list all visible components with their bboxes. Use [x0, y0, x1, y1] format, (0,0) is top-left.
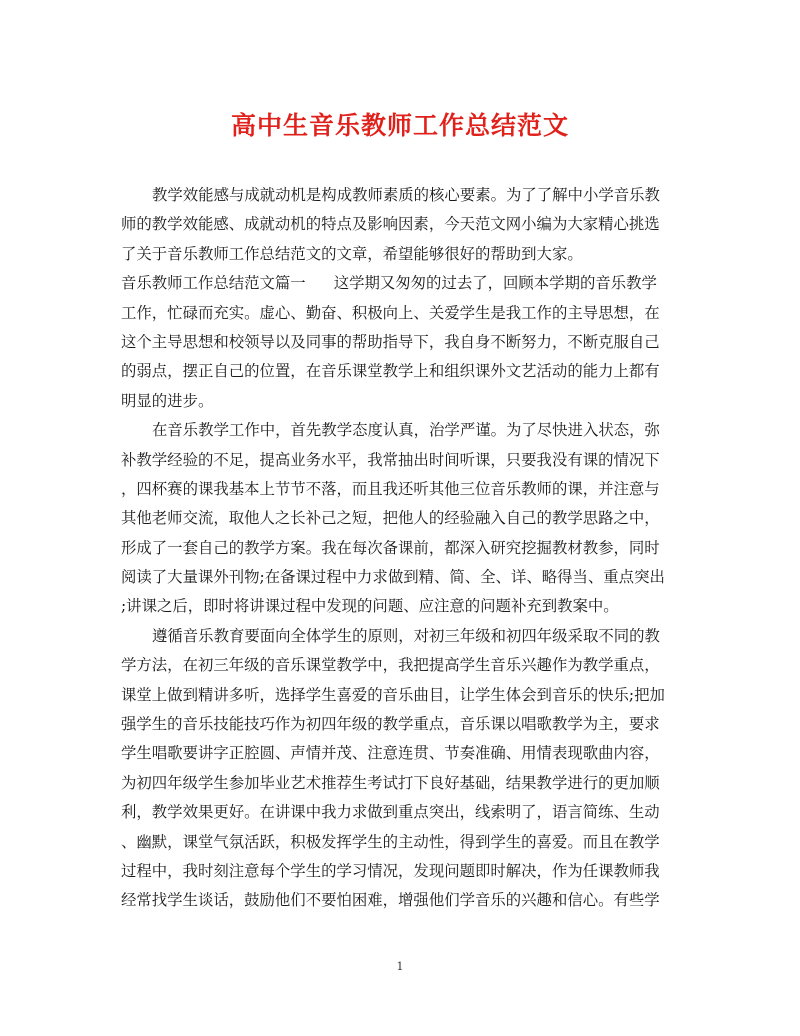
paragraph-line: 学方法，在初三年级的音乐课堂教学中，我把提高学生音乐兴趣作为教学重点， [121, 656, 660, 675]
paragraph-line: 课堂上做到精讲多听，选择学生喜爱的音乐曲目，让学生体会到音乐的快乐;把加 [121, 685, 665, 704]
page-number: 1 [396, 960, 404, 973]
paragraph-line: 形成了一套自己的教学方案。我在每次备课前，都深入研究挖掘教材教参，同时 [121, 538, 660, 557]
paragraph-line: ;讲课之后，即时将讲课过程中发现的问题、应注意的问题补充到教案中。 [121, 597, 619, 616]
paragraph-line: 师的教学效能感、成就动机的特点及影响因素，今天范文网小编为大家精心挑选 [121, 215, 660, 234]
paragraph-line: 明显的进步。 [121, 391, 214, 410]
section-heading: 音乐教师工作总结范文篇一 [121, 274, 306, 293]
paragraph-line: 为初四年级学生参加毕业艺术推荐生考试打下良好基础，结果教学进行的更加顺 [121, 773, 660, 792]
paragraph-line: 利，教学效果更好。在讲课中我力求做到重点突出，线索明了，语言简练、生动 [121, 803, 660, 822]
paragraph-text: 这学期又匆匆的过去了，回顾本学期的音乐教学 [333, 274, 657, 293]
paragraph-line: 、幽默，课堂气氛活跃，积极发挥学生的主动性，得到学生的喜爱。而且在教学 [121, 832, 660, 851]
paragraph-line: 其他老师交流，取他人之长补己之短，把他人的经验融入自己的教学思路之中， [121, 509, 660, 528]
paragraph-line: 遵循音乐教育要面向全体学生的原则，对初三年级和初四年级采取不同的教 [152, 626, 660, 645]
section-line [121, 269, 681, 298]
paragraph-line: 强学生的音乐技能技巧作为初四年级的教学重点，音乐课以唱歌教学为主，要求 [121, 715, 660, 734]
document-title: 高中生音乐教师工作总结范文 [230, 111, 569, 140]
paragraph-line: 在音乐教学工作中，首先教学态度认真，治学严谨。为了尽快进入状态，弥 [152, 421, 660, 440]
paragraph-line: 补教学经验的不足，提高业务水平，我常抽出时间听课，只要我没有课的情况下 [121, 450, 660, 469]
paragraph-line: ，四杯赛的课我基本上节节不落，而且我还听其他三位音乐教师的课，并注意与 [121, 479, 660, 498]
paragraph-line: 了关于音乐教师工作总结范文的文章，希望能够很好的帮助到大家。 [121, 244, 583, 263]
paragraph-line: 阅读了大量课外刊物;在备课过程中力求做到精、简、全、详、略得当、重点突出 [121, 568, 665, 587]
paragraph-line: 学生唱歌要讲字正腔圆、声情并茂、注意连贯、节奏准确、用情表现歌曲内容， [121, 744, 660, 763]
paragraph-line: 过程中，我时刻注意每个学生的学习情况，发现问题即时解决，作为任课教师我 [121, 861, 660, 880]
paragraph-line: 的弱点，摆正自己的位置，在音乐课堂教学上和组织课外文艺活动的能力上都有 [121, 362, 660, 381]
paragraph-line: 这个主导思想和校领导以及同事的帮助指导下，我自身不断努力，不断克服自己 [121, 332, 660, 351]
paragraph-line: 教学效能感与成就动机是构成教师素质的核心要素。为了了解中小学音乐教 [152, 186, 660, 204]
paragraph-line: 经常找学生谈话，鼓励他们不要怕困难，增强他们学音乐的兴趣和信心。有些学 [121, 891, 660, 910]
document-body [121, 181, 681, 916]
paragraph-line: 工作，忙碌而充实。虚心、勤奋、积极向上、关爱学生是我工作的主导思想，在 [121, 303, 660, 322]
